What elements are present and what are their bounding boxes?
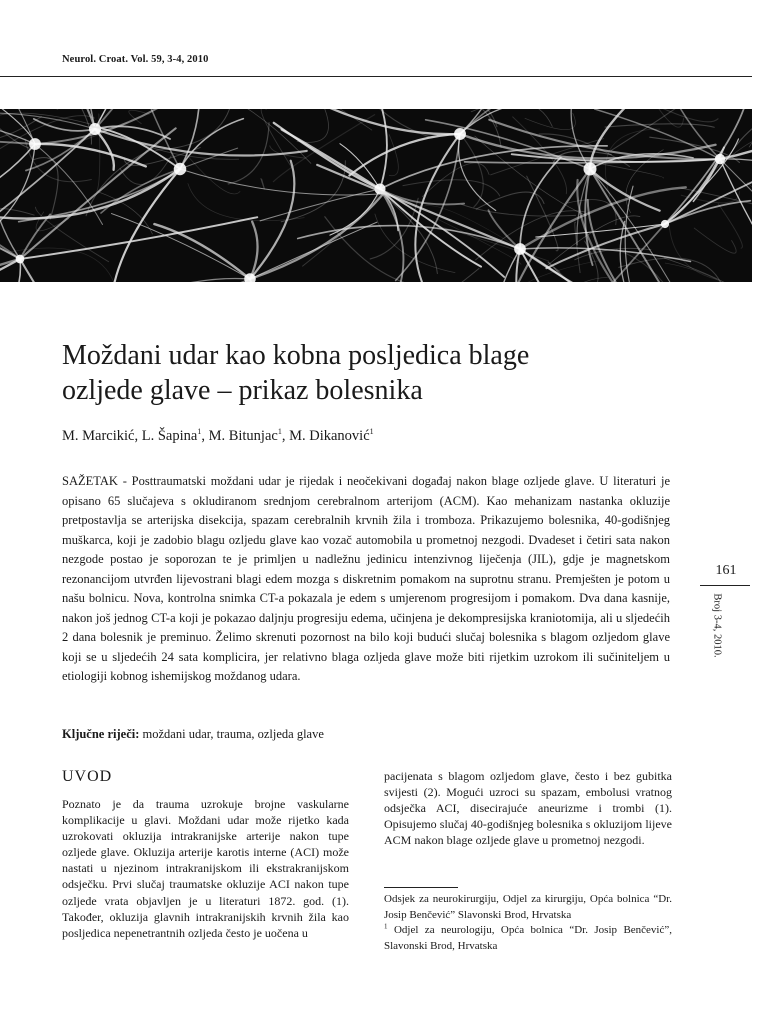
issue-label: Broj 3-4, 2010.	[711, 593, 723, 658]
author-list: M. Marcikić, L. Šapina$^1$, M. Bitunjac$^1$, M. Dikanović$^1$	[62, 427, 374, 444]
title-line-1: Moždani udar kao kobna posljedica blage	[62, 340, 530, 371]
page-number-divider	[700, 585, 750, 586]
abstract-text: SAŽETAK - Posttraumatski moždani udar je rijedak i neočekivani događaj nakon blage ozljede glave. U literaturi je opisano 65 slučajeva s okludiranom srednjom cerebralnom arterijom (ACM). Kao mehanizam nastanka okluzije pretpostavlja se arterijska disekcija, spazam cerebralnih krvnih žila i tromboza. Prikazujemo bolesnika, 40-godišnjeg muškarca, koji je zadobio blagu ozljedu glave kao vozač automobila u prometnoj nezgodi. Dvadeset i četiri sata nakon nezgode postao je soporozan te je primljen u nadležnu jedinicu intenzivnog liječenja (JIL), gdje je magnetskom rezonancijom utvrđen lijevostrani blagi edem mozga s diskretnim pomakom na suprotnu stranu. Premješten je potom u našu bolnicu. Nova, kontrolna snimka CT-a pokazala je edem s umjerenom progresijom i pomakom. Dva dana kasnije, nakon još jednog CT-a koji je pokazao daljnju progresiju edema, učinjena je dekompresijska kraniotomija, ali u sljedećih 2 dana bolesnik je preminuo. Želimo skrenuti pozornost na bilo koji budući slučaj bolesnika s blagom ozljedom glave koji se u sljedećih 24 sata komplicira, jer relativno blaga ozljeda glave može biti rijetkim uzrokom ili sučiniteljem u etiologiji kobnog ishemijskog moždanog udara.	[62, 474, 670, 684]
footnote-text: Odjel za neurologiju, Opća bolnica “Dr. Josip Benčević”, Slavonski Brod, Hrvatska	[384, 924, 673, 952]
intro-column-right: pacijenata s blagom ozljedom glave, često i bez gubitka svijesti (2). Mogući uzroci su spazam, embolusi vratnog odsječka ACI, disecirajuće aneurizme i trombi (1). Opisujemo slučaj 40-godišnjeg bolesnika s okluzijom lijeve ACM nakon blage ozljede glave u prometnoj nezgodi.	[384, 769, 672, 848]
neuron-banner-image	[0, 109, 752, 282]
footnote-item	[384, 923, 672, 954]
keywords-label: Ključne riječi:	[62, 727, 140, 741]
author-name: L. Šapina	[141, 428, 198, 444]
keywords-list: moždani udar, trauma, ozljeda glave	[142, 727, 324, 741]
footnote-item	[384, 892, 672, 923]
author-name: M. Dikanović	[289, 428, 370, 444]
section-heading-intro: UVOD	[62, 768, 113, 785]
article-title	[62, 338, 682, 408]
footnote-text: Odsjek za neurokirurgiju, Odjel za kirurgiju, Opća bolnica “Dr. Josip Benčević” Slavonski Brod, Hrvatska	[384, 893, 672, 921]
intro-column-left: Poznato je da trauma uzrokuje brojne vaskularne komplikacije u glavi. Moždani udar može rijetko kada uzrokovati okluzija intrakranijske arterije nakon tupe ozljede glave. Okluzija arterije karotis interne (ACI) može nastati u njezinom intrakranijskom ili ekstrakranijskom odsječku. Prvi slučaj traumatske okluzije ACI nakon tupe ozljede vrata objavljen je u literaturi 1872. god. (1). Također, okluzija glavnih intrakranijskih krvnih žila kao posljedica nepenetrantnih ozljeda često je uočena u	[62, 797, 349, 940]
header-divider	[0, 76, 752, 77]
affiliation-footnotes	[384, 892, 672, 954]
footnote-mark: 1	[384, 922, 388, 931]
author-name: M. Marcikić	[62, 428, 135, 444]
author-affiliation-mark: 1	[369, 427, 374, 437]
title-line-2: ozljede glave – prikaz bolesnika	[62, 375, 423, 406]
page-number: 161	[715, 563, 737, 578]
footnote-divider	[384, 887, 458, 888]
author-name: M. Bitunjac	[208, 428, 278, 444]
journal-citation: Neurol. Croat. Vol. 59, 3-4, 2010	[62, 54, 209, 65]
author-affiliation-mark: 1	[277, 427, 282, 437]
author-affiliation-mark: 1	[197, 427, 202, 437]
keywords	[62, 727, 324, 742]
neuron-network-graphic	[0, 109, 752, 282]
